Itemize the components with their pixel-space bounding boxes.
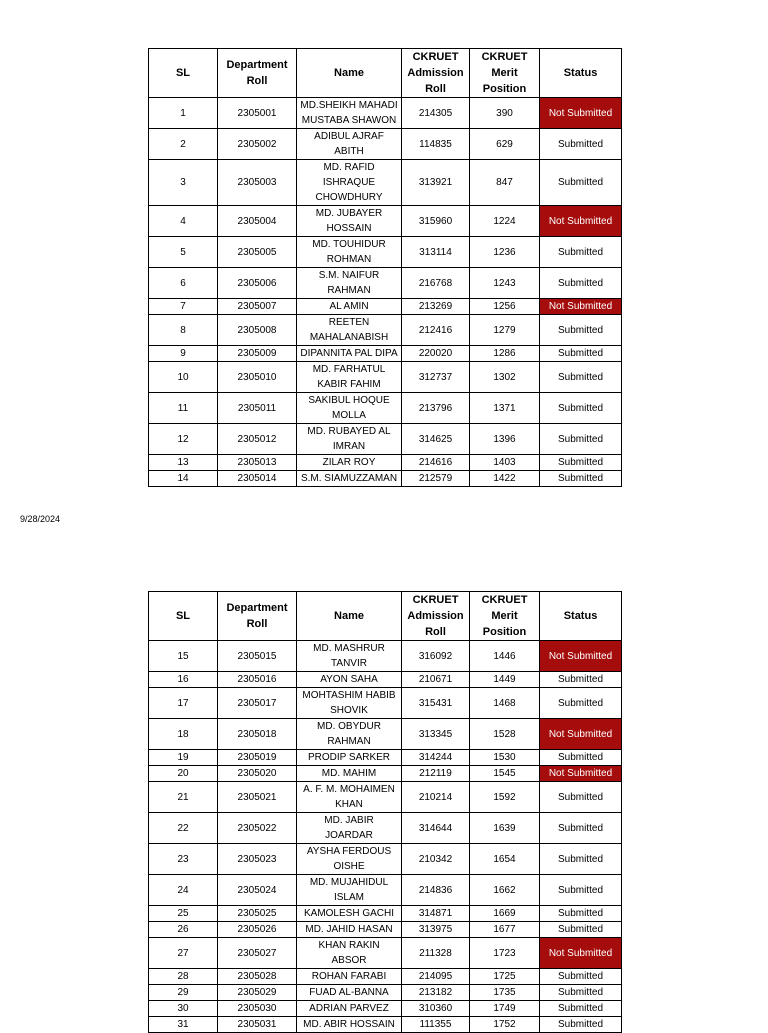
table-row — [149, 268, 622, 299]
cell-department-roll: 2305026 — [218, 922, 297, 938]
cell-name: AL AMIN — [297, 299, 402, 315]
cell-sl: 30 — [149, 1001, 218, 1017]
cell-sl: 17 — [149, 688, 218, 719]
cell-department-roll: 2305004 — [218, 206, 297, 237]
table-row — [149, 160, 622, 206]
cell-merit-position: 1749 — [470, 1001, 540, 1017]
cell-sl: 5 — [149, 237, 218, 268]
cell-name: ADRIAN PARVEZ — [297, 1001, 402, 1017]
cell-department-roll: 2305020 — [218, 766, 297, 782]
cell-merit-position: 1723 — [470, 938, 540, 969]
cell-department-roll: 2305016 — [218, 672, 297, 688]
roster-body-1 — [149, 98, 622, 487]
cell-department-roll: 2305018 — [218, 719, 297, 750]
cell-name: MD. OBYDUR RAHMAN — [297, 719, 402, 750]
cell-department-roll: 2305013 — [218, 455, 297, 471]
table-row — [149, 237, 622, 268]
status-badge: Submitted — [540, 455, 622, 471]
cell-admission-roll: 211328 — [402, 938, 470, 969]
cell-admission-roll: 213182 — [402, 985, 470, 1001]
cell-department-roll: 2305031 — [218, 1017, 297, 1033]
table-row — [149, 424, 622, 455]
status-badge: Submitted — [540, 906, 622, 922]
table-row — [149, 922, 622, 938]
status-badge: Submitted — [540, 782, 622, 813]
cell-admission-roll: 114835 — [402, 129, 470, 160]
table-row — [149, 206, 622, 237]
status-badge: Submitted — [540, 672, 622, 688]
cell-sl: 20 — [149, 766, 218, 782]
cell-admission-roll: 315431 — [402, 688, 470, 719]
cell-merit-position: 1236 — [470, 237, 540, 268]
cell-name: S.M. SIAMUZZAMAN — [297, 471, 402, 487]
cell-merit-position: 1639 — [470, 813, 540, 844]
status-badge: Submitted — [540, 875, 622, 906]
cell-department-roll: 2305017 — [218, 688, 297, 719]
cell-name: MD. ABIR HOSSAIN — [297, 1017, 402, 1033]
status-badge: Submitted — [540, 750, 622, 766]
table-row — [149, 471, 622, 487]
cell-merit-position: 1528 — [470, 719, 540, 750]
status-badge: Submitted — [540, 813, 622, 844]
status-badge: Submitted — [540, 985, 622, 1001]
cell-name: MD. JABIR JOARDAR — [297, 813, 402, 844]
cell-sl: 8 — [149, 315, 218, 346]
cell-merit-position: 1592 — [470, 782, 540, 813]
cell-admission-roll: 313921 — [402, 160, 470, 206]
cell-merit-position: 390 — [470, 98, 540, 129]
cell-sl: 15 — [149, 641, 218, 672]
table-row — [149, 455, 622, 471]
cell-admission-roll: 213796 — [402, 393, 470, 424]
header-sl: SL — [149, 49, 218, 98]
cell-merit-position: 1677 — [470, 922, 540, 938]
cell-admission-roll: 111355 — [402, 1017, 470, 1033]
cell-admission-roll: 314644 — [402, 813, 470, 844]
cell-name: REETEN MAHALANABISH — [297, 315, 402, 346]
header-department-roll: Department Roll — [218, 592, 297, 641]
cell-admission-roll: 212579 — [402, 471, 470, 487]
cell-department-roll: 2305009 — [218, 346, 297, 362]
roster-table-2 — [148, 591, 622, 1033]
cell-admission-roll: 315960 — [402, 206, 470, 237]
cell-name: AYON SAHA — [297, 672, 402, 688]
cell-sl: 2 — [149, 129, 218, 160]
cell-department-roll: 2305002 — [218, 129, 297, 160]
cell-name: S.M. NAIFUR RAHMAN — [297, 268, 402, 299]
table-row — [149, 1017, 622, 1033]
cell-department-roll: 2305019 — [218, 750, 297, 766]
cell-name: MOHTASHIM HABIB SHOVIK — [297, 688, 402, 719]
cell-merit-position: 1279 — [470, 315, 540, 346]
status-badge: Not Submitted — [540, 206, 622, 237]
cell-sl: 24 — [149, 875, 218, 906]
cell-merit-position: 1752 — [470, 1017, 540, 1033]
cell-merit-position: 1735 — [470, 985, 540, 1001]
table-row — [149, 750, 622, 766]
cell-admission-roll: 210214 — [402, 782, 470, 813]
status-badge: Submitted — [540, 346, 622, 362]
cell-admission-roll: 214836 — [402, 875, 470, 906]
cell-sl: 3 — [149, 160, 218, 206]
cell-merit-position: 1422 — [470, 471, 540, 487]
cell-sl: 28 — [149, 969, 218, 985]
table-row — [149, 906, 622, 922]
status-badge: Submitted — [540, 844, 622, 875]
table-row — [149, 844, 622, 875]
cell-admission-roll: 313345 — [402, 719, 470, 750]
cell-name: MD. TOUHIDUR ROHMAN — [297, 237, 402, 268]
cell-name: FUAD AL-BANNA — [297, 985, 402, 1001]
cell-admission-roll: 313114 — [402, 237, 470, 268]
cell-merit-position: 1302 — [470, 362, 540, 393]
cell-admission-roll: 314244 — [402, 750, 470, 766]
cell-merit-position: 629 — [470, 129, 540, 160]
cell-admission-roll: 314871 — [402, 906, 470, 922]
status-badge: Not Submitted — [540, 719, 622, 750]
cell-sl: 25 — [149, 906, 218, 922]
cell-name: KAMOLESH GACHI — [297, 906, 402, 922]
cell-department-roll: 2305025 — [218, 906, 297, 922]
header-status: Status — [540, 49, 622, 98]
status-badge: Not Submitted — [540, 641, 622, 672]
cell-sl: 21 — [149, 782, 218, 813]
print-date: 9/28/2024 — [20, 514, 61, 524]
cell-sl: 10 — [149, 362, 218, 393]
cell-name: MD. JUBAYER HOSSAIN — [297, 206, 402, 237]
cell-name: A. F. M. MOHAIMEN KHAN — [297, 782, 402, 813]
header-merit-position: CKRUET Merit Position — [470, 592, 540, 641]
roster-body-2 — [149, 641, 622, 1033]
cell-sl: 9 — [149, 346, 218, 362]
table-row — [149, 938, 622, 969]
cell-admission-roll: 314625 — [402, 424, 470, 455]
cell-department-roll: 2305024 — [218, 875, 297, 906]
status-badge: Submitted — [540, 688, 622, 719]
cell-department-roll: 2305023 — [218, 844, 297, 875]
cell-merit-position: 1530 — [470, 750, 540, 766]
status-badge: Submitted — [540, 237, 622, 268]
cell-sl: 14 — [149, 471, 218, 487]
status-badge: Submitted — [540, 922, 622, 938]
table-row — [149, 129, 622, 160]
table-row — [149, 299, 622, 315]
table-row — [149, 315, 622, 346]
cell-sl: 31 — [149, 1017, 218, 1033]
cell-department-roll: 2305008 — [218, 315, 297, 346]
cell-merit-position: 847 — [470, 160, 540, 206]
cell-department-roll: 2305030 — [218, 1001, 297, 1017]
cell-name: MD. RUBAYED AL IMRAN — [297, 424, 402, 455]
table-row — [149, 719, 622, 750]
cell-department-roll: 2305006 — [218, 268, 297, 299]
cell-name: MD. JAHID HASAN — [297, 922, 402, 938]
cell-merit-position: 1256 — [470, 299, 540, 315]
table-row — [149, 875, 622, 906]
status-badge: Submitted — [540, 393, 622, 424]
table-row — [149, 393, 622, 424]
cell-sl: 27 — [149, 938, 218, 969]
cell-name: DIPANNITA PAL DIPA — [297, 346, 402, 362]
table-row — [149, 813, 622, 844]
cell-admission-roll: 316092 — [402, 641, 470, 672]
cell-merit-position: 1403 — [470, 455, 540, 471]
cell-sl: 16 — [149, 672, 218, 688]
cell-sl: 6 — [149, 268, 218, 299]
status-badge: Submitted — [540, 969, 622, 985]
table-row — [149, 782, 622, 813]
status-badge: Submitted — [540, 1017, 622, 1033]
cell-sl: 4 — [149, 206, 218, 237]
cell-sl: 23 — [149, 844, 218, 875]
status-badge: Not Submitted — [540, 766, 622, 782]
header-name: Name — [297, 49, 402, 98]
cell-name: MD.SHEIKH MAHADI MUSTABA SHAWON — [297, 98, 402, 129]
cell-sl: 19 — [149, 750, 218, 766]
table-header-row — [149, 49, 622, 98]
cell-name: SAKIBUL HOQUE MOLLA — [297, 393, 402, 424]
cell-name: MD. MAHIM — [297, 766, 402, 782]
cell-name: MD. RAFID ISHRAQUE CHOWDHURY — [297, 160, 402, 206]
status-badge: Not Submitted — [540, 938, 622, 969]
cell-admission-roll: 312737 — [402, 362, 470, 393]
table-row — [149, 346, 622, 362]
status-badge: Submitted — [540, 471, 622, 487]
cell-department-roll: 2305001 — [218, 98, 297, 129]
header-status: Status — [540, 592, 622, 641]
cell-department-roll: 2305011 — [218, 393, 297, 424]
cell-department-roll: 2305012 — [218, 424, 297, 455]
cell-merit-position: 1662 — [470, 875, 540, 906]
header-sl: SL — [149, 592, 218, 641]
header-department-roll: Department Roll — [218, 49, 297, 98]
cell-name: MD. MUJAHIDUL ISLAM — [297, 875, 402, 906]
cell-admission-roll: 313975 — [402, 922, 470, 938]
cell-name: KHAN RAKIN ABSOR — [297, 938, 402, 969]
cell-merit-position: 1725 — [470, 969, 540, 985]
cell-admission-roll: 210342 — [402, 844, 470, 875]
header-merit-position: CKRUET Merit Position — [470, 49, 540, 98]
cell-department-roll: 2305028 — [218, 969, 297, 985]
cell-admission-roll: 212119 — [402, 766, 470, 782]
table-row — [149, 98, 622, 129]
cell-name: AYSHA FERDOUS OISHE — [297, 844, 402, 875]
cell-admission-roll: 214305 — [402, 98, 470, 129]
cell-admission-roll: 212416 — [402, 315, 470, 346]
cell-sl: 18 — [149, 719, 218, 750]
status-badge: Submitted — [540, 1001, 622, 1017]
cell-admission-roll: 220020 — [402, 346, 470, 362]
status-badge: Submitted — [540, 129, 622, 160]
cell-sl: 12 — [149, 424, 218, 455]
cell-merit-position: 1243 — [470, 268, 540, 299]
cell-merit-position: 1468 — [470, 688, 540, 719]
status-badge: Submitted — [540, 268, 622, 299]
cell-admission-roll: 216768 — [402, 268, 470, 299]
header-name: Name — [297, 592, 402, 641]
status-badge: Not Submitted — [540, 98, 622, 129]
header-admission-roll: CKRUET Admission Roll — [402, 49, 470, 98]
table-row — [149, 969, 622, 985]
cell-sl: 11 — [149, 393, 218, 424]
cell-department-roll: 2305015 — [218, 641, 297, 672]
cell-department-roll: 2305027 — [218, 938, 297, 969]
table-row — [149, 641, 622, 672]
table-row — [149, 1001, 622, 1017]
cell-sl: 1 — [149, 98, 218, 129]
cell-sl: 7 — [149, 299, 218, 315]
cell-merit-position: 1545 — [470, 766, 540, 782]
cell-admission-roll: 210671 — [402, 672, 470, 688]
cell-admission-roll: 213269 — [402, 299, 470, 315]
status-badge: Submitted — [540, 160, 622, 206]
cell-merit-position: 1286 — [470, 346, 540, 362]
table-header-row — [149, 592, 622, 641]
table-row — [149, 688, 622, 719]
cell-sl: 13 — [149, 455, 218, 471]
roster-table-1 — [148, 48, 622, 487]
cell-merit-position: 1669 — [470, 906, 540, 922]
cell-department-roll: 2305022 — [218, 813, 297, 844]
status-badge: Submitted — [540, 362, 622, 393]
cell-department-roll: 2305014 — [218, 471, 297, 487]
cell-merit-position: 1371 — [470, 393, 540, 424]
cell-sl: 22 — [149, 813, 218, 844]
cell-name: PRODIP SARKER — [297, 750, 402, 766]
table-row — [149, 672, 622, 688]
cell-merit-position: 1446 — [470, 641, 540, 672]
cell-department-roll: 2305029 — [218, 985, 297, 1001]
cell-name: ROHAN FARABI — [297, 969, 402, 985]
cell-department-roll: 2305010 — [218, 362, 297, 393]
cell-name: MD. MASHRUR TANVIR — [297, 641, 402, 672]
table-row — [149, 985, 622, 1001]
cell-admission-roll: 214095 — [402, 969, 470, 985]
cell-name: ADIBUL AJRAF ABITH — [297, 129, 402, 160]
cell-merit-position: 1396 — [470, 424, 540, 455]
cell-admission-roll: 214616 — [402, 455, 470, 471]
cell-department-roll: 2305003 — [218, 160, 297, 206]
cell-merit-position: 1654 — [470, 844, 540, 875]
cell-department-roll: 2305007 — [218, 299, 297, 315]
table-row — [149, 766, 622, 782]
cell-sl: 29 — [149, 985, 218, 1001]
status-badge: Submitted — [540, 424, 622, 455]
header-admission-roll: CKRUET Admission Roll — [402, 592, 470, 641]
cell-department-roll: 2305021 — [218, 782, 297, 813]
cell-sl: 26 — [149, 922, 218, 938]
status-badge: Submitted — [540, 315, 622, 346]
cell-admission-roll: 310360 — [402, 1001, 470, 1017]
cell-name: ZILAR ROY — [297, 455, 402, 471]
cell-name: MD. FARHATUL KABIR FAHIM — [297, 362, 402, 393]
status-badge: Not Submitted — [540, 299, 622, 315]
cell-department-roll: 2305005 — [218, 237, 297, 268]
table-row — [149, 362, 622, 393]
cell-merit-position: 1449 — [470, 672, 540, 688]
cell-merit-position: 1224 — [470, 206, 540, 237]
